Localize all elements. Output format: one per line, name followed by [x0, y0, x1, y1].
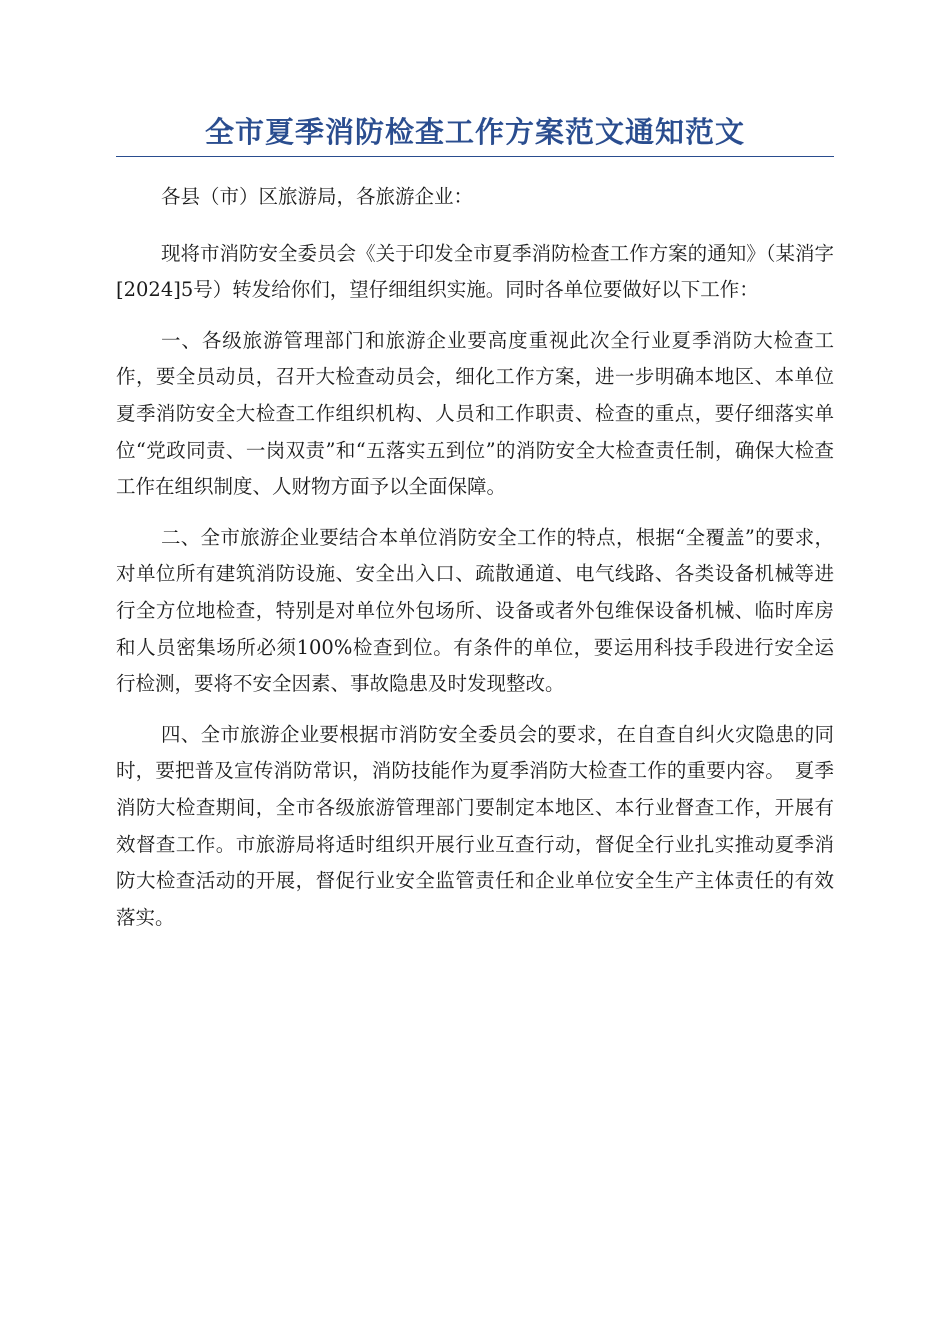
paragraph-item-4: 四、全市旅游企业要根据市消防安全委员会的要求，在自查自纠火灾隐患的同时，要把普及宣传消防常识，消防技能作为夏季消防大检查工作的重要内容。 夏季消防大检查期间，全市各级旅游管理部门要制定本地区、本行业督查工作，开展有效督查工作。市旅游局将适时组织开展行业互查行动，督促全行业扎实推动夏季消防大检查活动的开展，督促行业安全监管责任和企业单位安全生产主体责任的有效落实。 [116, 722, 834, 929]
greeting-line: 各县（市）区旅游局，各旅游企业： [161, 185, 474, 208]
paragraph-item-2: 二、全市旅游企业要结合本单位消防安全工作的特点，根据“全覆盖”的要求，对单位所有建筑消防设施、安全出入口、疏散通道、电气线路、各类设备机械等进行全方位地检查，特别是对单位外包场所、设备或者外包维保设备机械、临时库房和人员密集场所必须100%检查到位。有条件的单位，要运用科技手段进行安全运行检测，要将不安全因素、事故隐患及时发现整改。 [116, 525, 834, 696]
paragraph-item-1: 一、各级旅游管理部门和旅游企业要高度重视此次全行业夏季消防大检查工作，要全员动员，召开大检查动员会，细化工作方案，进一步明确本地区、本单位夏季消防安全大检查工作组织机构、人员和工作职责、检查的重点，要仔细落实单位“党政同责、一岗双责”和“五落实五到位”的消防安全大检查责任制，确保大检查工作在组织制度、人财物方面予以全面保障。 [116, 328, 834, 499]
paragraph-intro: 现将市消防安全委员会《关于印发全市夏季消防检查工作方案的通知》（某消字[2024]5号）转发给你们，望仔细组织实施。同时各单位要做好以下工作： [116, 241, 834, 302]
document-title: 全市夏季消防检查工作方案范文通知范文 [116, 110, 834, 157]
document-body [116, 179, 834, 936]
document-page [116, 110, 834, 950]
